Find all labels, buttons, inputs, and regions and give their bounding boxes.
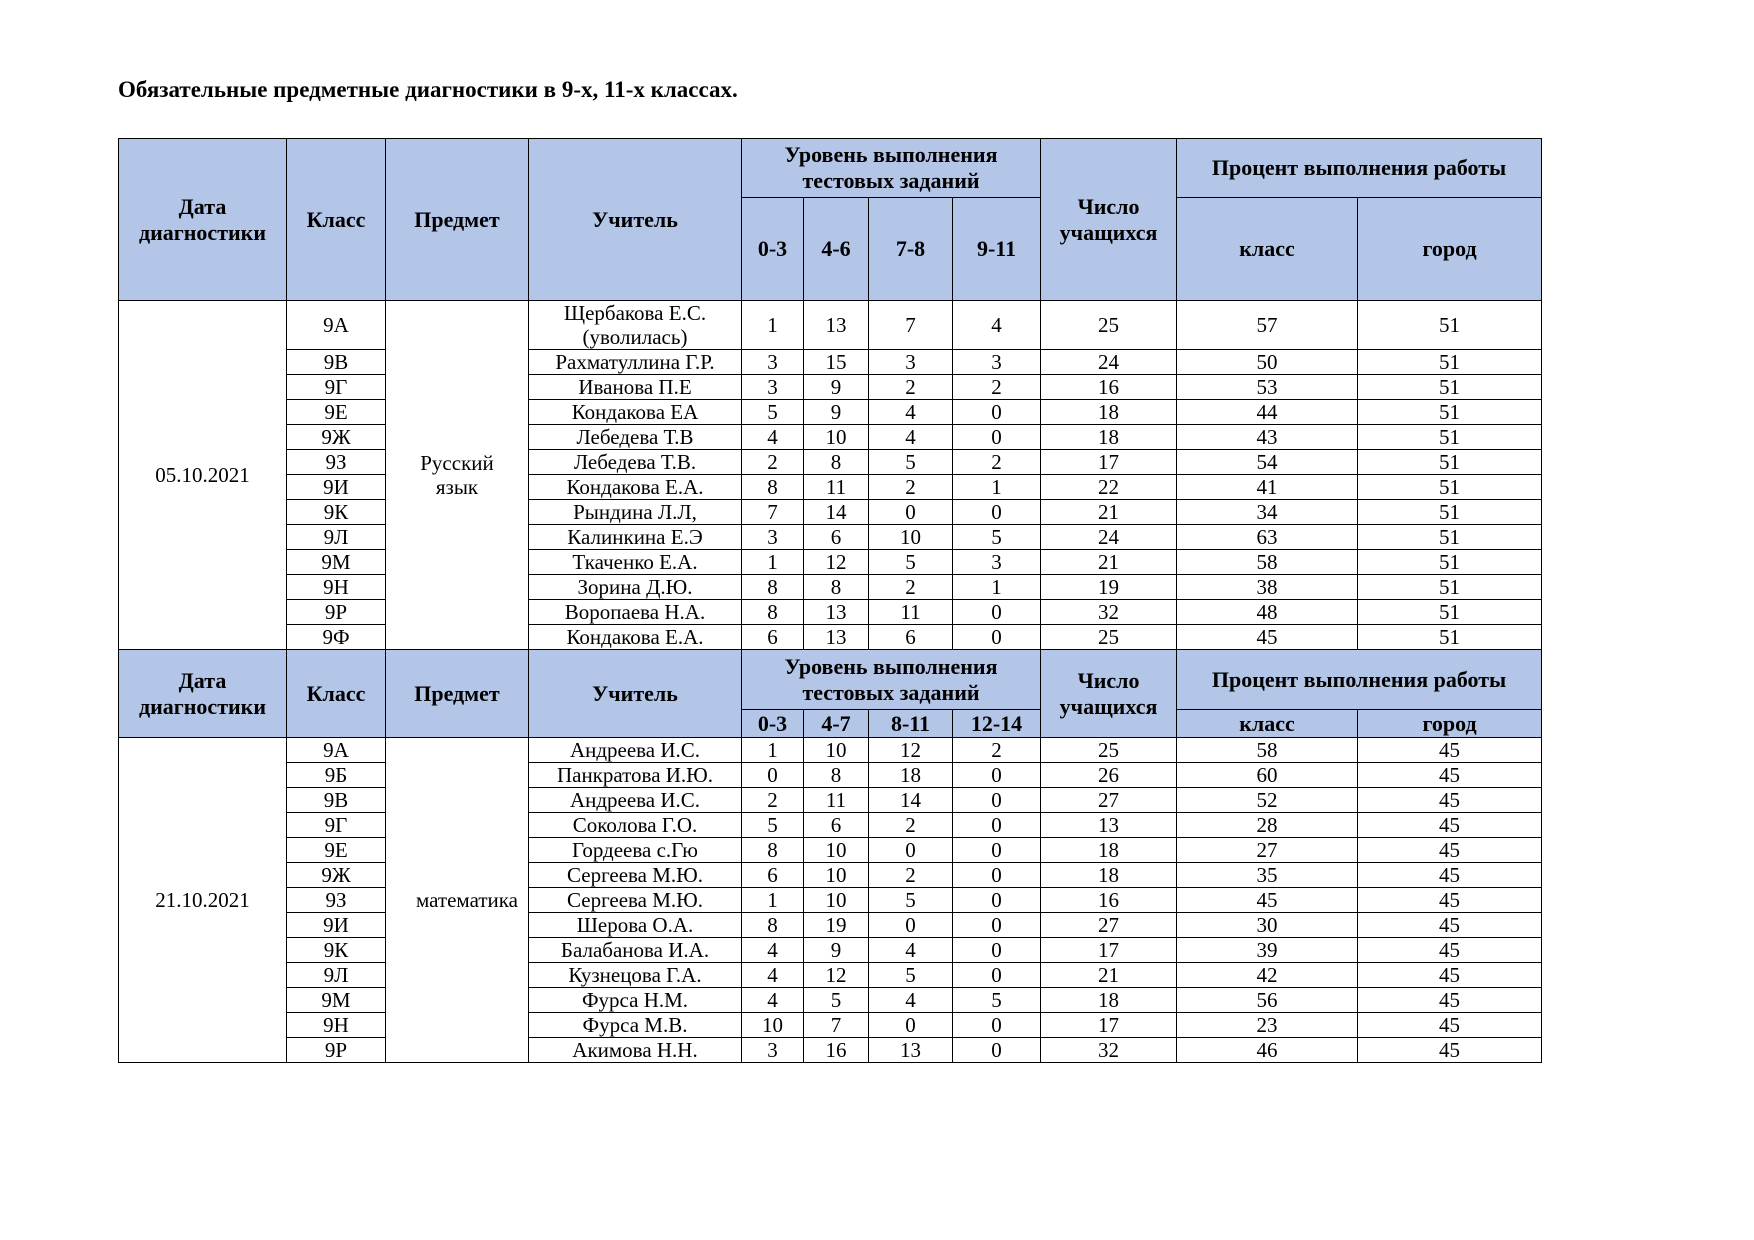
level-count-cell: 6 [742,625,804,650]
students-count-cell: 25 [1041,625,1177,650]
level-count-cell: 0 [869,1013,953,1038]
class-cell: 9К [287,500,386,525]
class-percent-cell: 38 [1177,575,1358,600]
students-count-cell: 16 [1041,375,1177,400]
level-count-cell: 12 [804,963,869,988]
header-percent: Процент выполнения работы [1177,650,1542,710]
table-row [119,888,1542,913]
class-cell: 9Б [287,763,386,788]
header-level: Уровень выполнения тестовых заданий [742,139,1041,198]
students-count-cell: 27 [1041,788,1177,813]
subject-cell: математика [386,738,529,1063]
class-cell: 9З [287,450,386,475]
level-count-cell: 12 [869,738,953,763]
level-count-cell: 2 [869,475,953,500]
header-percent: Процент выполнения работы [1177,139,1542,198]
teacher-cell: Калинкина Е.Э [529,525,742,550]
level-range-header: 12-14 [953,710,1041,738]
level-count-cell: 3 [869,350,953,375]
level-count-cell: 0 [953,788,1041,813]
table-row [119,763,1542,788]
table-row [119,963,1542,988]
level-count-cell: 10 [804,888,869,913]
level-count-cell: 3 [742,350,804,375]
class-cell: 9Р [287,1038,386,1063]
table-row [119,301,1542,350]
level-count-cell: 3 [742,1038,804,1063]
level-count-cell: 4 [869,400,953,425]
header-level: Уровень выполнения тестовых заданий [742,650,1041,710]
header-percent-city: город [1358,710,1542,738]
table-row [119,838,1542,863]
teacher-cell: Лебедева Т.В [529,425,742,450]
header-students: Число учащихся [1041,650,1177,738]
level-count-cell: 16 [804,1038,869,1063]
level-count-cell: 0 [869,913,953,938]
level-count-cell: 2 [742,788,804,813]
city-percent-cell: 51 [1358,350,1542,375]
level-count-cell: 0 [953,838,1041,863]
level-count-cell: 8 [742,838,804,863]
level-count-cell: 8 [742,600,804,625]
level-count-cell: 8 [742,475,804,500]
header-teacher: Учитель [529,650,742,738]
level-count-cell: 4 [869,988,953,1013]
city-percent-cell: 45 [1358,1038,1542,1063]
students-count-cell: 26 [1041,763,1177,788]
teacher-cell: Шерова О.А. [529,913,742,938]
class-percent-cell: 43 [1177,425,1358,450]
class-percent-cell: 50 [1177,350,1358,375]
level-count-cell: 7 [804,1013,869,1038]
class-cell: 9К [287,938,386,963]
class-percent-cell: 45 [1177,888,1358,913]
section-math-body [119,738,1542,1063]
header-class: Класс [287,139,386,301]
class-cell: 9И [287,475,386,500]
level-count-cell: 5 [742,813,804,838]
level-count-cell: 9 [804,400,869,425]
students-count-cell: 21 [1041,963,1177,988]
level-count-cell: 5 [869,963,953,988]
table-row [119,475,1542,500]
level-count-cell: 0 [869,500,953,525]
level-count-cell: 4 [742,938,804,963]
teacher-cell: Соколова Г.О. [529,813,742,838]
city-percent-cell: 45 [1358,1013,1542,1038]
teacher-cell: Андреева И.С. [529,788,742,813]
level-count-cell: 5 [804,988,869,1013]
class-cell: 9Г [287,375,386,400]
level-count-cell: 2 [869,863,953,888]
level-count-cell: 12 [804,550,869,575]
city-percent-cell: 45 [1358,738,1542,763]
level-count-cell: 0 [869,838,953,863]
level-count-cell: 0 [953,1013,1041,1038]
level-count-cell: 19 [804,913,869,938]
teacher-cell: Рындина Л.Л, [529,500,742,525]
level-count-cell: 3 [953,550,1041,575]
level-count-cell: 6 [804,813,869,838]
city-percent-cell: 45 [1358,938,1542,963]
class-cell: 9Ж [287,863,386,888]
section-russian-body [119,301,1542,650]
teacher-cell: Воропаева Н.А. [529,600,742,625]
teacher-cell: Рахматуллина Г.Р. [529,350,742,375]
diagnostic-date-cell: 05.10.2021 [119,301,287,650]
table-row [119,738,1542,763]
level-count-cell: 0 [953,863,1041,888]
level-count-cell: 3 [742,525,804,550]
level-count-cell: 0 [953,400,1041,425]
class-percent-cell: 60 [1177,763,1358,788]
level-count-cell: 2 [953,450,1041,475]
students-count-cell: 18 [1041,838,1177,863]
table-row [119,500,1542,525]
teacher-cell: Сергеева М.Ю. [529,863,742,888]
class-cell: 9Е [287,400,386,425]
class-percent-cell: 54 [1177,450,1358,475]
class-cell: 9Л [287,963,386,988]
city-percent-cell: 51 [1358,600,1542,625]
table-row [119,1038,1542,1063]
students-count-cell: 17 [1041,1013,1177,1038]
level-count-cell: 5 [869,888,953,913]
city-percent-cell: 51 [1358,525,1542,550]
city-percent-cell: 51 [1358,301,1542,350]
level-count-cell: 10 [804,738,869,763]
level-count-cell: 0 [953,500,1041,525]
level-count-cell: 5 [869,550,953,575]
level-count-cell: 10 [804,425,869,450]
teacher-cell: Панкратова И.Ю. [529,763,742,788]
teacher-cell: Кондакова Е.А. [529,625,742,650]
level-count-cell: 0 [742,763,804,788]
class-percent-cell: 23 [1177,1013,1358,1038]
level-range-header: 0-3 [742,198,804,301]
level-count-cell: 0 [953,1038,1041,1063]
table-row [119,788,1542,813]
level-range-header: 7-8 [869,198,953,301]
class-cell: 9М [287,550,386,575]
level-count-cell: 2 [953,375,1041,400]
table-row [119,525,1542,550]
level-count-cell: 1 [953,575,1041,600]
header-subject: Предмет [386,139,529,301]
level-count-cell: 13 [869,1038,953,1063]
table-row [119,400,1542,425]
city-percent-cell: 51 [1358,425,1542,450]
header-percent-class: класс [1177,198,1358,301]
class-percent-cell: 46 [1177,1038,1358,1063]
level-count-cell: 9 [804,375,869,400]
class-cell: 9Р [287,600,386,625]
table-row [119,375,1542,400]
city-percent-cell: 51 [1358,450,1542,475]
teacher-cell: Гордеева с.Гю [529,838,742,863]
teacher-cell: Зорина Д.Ю. [529,575,742,600]
level-count-cell: 3 [953,350,1041,375]
city-percent-cell: 51 [1358,575,1542,600]
level-count-cell: 2 [869,375,953,400]
students-count-cell: 22 [1041,475,1177,500]
table-row [119,863,1542,888]
document-title: Обязательные предметные диагностики в 9-х, 11-х классах. [118,77,738,102]
city-percent-cell: 51 [1358,550,1542,575]
class-percent-cell: 48 [1177,600,1358,625]
class-percent-cell: 42 [1177,963,1358,988]
city-percent-cell: 45 [1358,788,1542,813]
class-percent-cell: 57 [1177,301,1358,350]
level-count-cell: 11 [804,788,869,813]
class-cell: 9А [287,301,386,350]
students-count-cell: 17 [1041,450,1177,475]
students-count-cell: 24 [1041,350,1177,375]
students-count-cell: 13 [1041,813,1177,838]
diagnostic-date-cell: 21.10.2021 [119,738,287,1063]
class-cell: 9Е [287,838,386,863]
level-count-cell: 10 [804,863,869,888]
students-count-cell: 18 [1041,863,1177,888]
level-range-header: 8-11 [869,710,953,738]
class-cell: 9В [287,788,386,813]
students-count-cell: 19 [1041,575,1177,600]
class-percent-cell: 63 [1177,525,1358,550]
level-count-cell: 5 [953,525,1041,550]
level-count-cell: 8 [804,575,869,600]
header-class: Класс [287,650,386,738]
students-count-cell: 18 [1041,400,1177,425]
table-row [119,425,1542,450]
header-students: Число учащихся [1041,139,1177,301]
teacher-cell: Фурса М.В. [529,1013,742,1038]
level-count-cell: 13 [804,625,869,650]
level-count-cell: 3 [742,375,804,400]
header-date: Дата диагностики [119,139,287,301]
level-count-cell: 13 [804,600,869,625]
level-count-cell: 4 [742,988,804,1013]
city-percent-cell: 51 [1358,375,1542,400]
level-count-cell: 4 [953,301,1041,350]
class-percent-cell: 58 [1177,550,1358,575]
level-count-cell: 0 [953,625,1041,650]
level-count-cell: 2 [869,813,953,838]
level-count-cell: 8 [804,763,869,788]
class-cell: 9Н [287,575,386,600]
level-count-cell: 11 [869,600,953,625]
table-row [119,350,1542,375]
city-percent-cell: 45 [1358,813,1542,838]
students-count-cell: 24 [1041,525,1177,550]
city-percent-cell: 45 [1358,863,1542,888]
class-percent-cell: 45 [1177,625,1358,650]
city-percent-cell: 45 [1358,988,1542,1013]
level-count-cell: 5 [869,450,953,475]
level-count-cell: 4 [742,963,804,988]
students-count-cell: 25 [1041,301,1177,350]
table-row [119,988,1542,1013]
level-count-cell: 5 [742,400,804,425]
level-count-cell: 4 [742,425,804,450]
students-count-cell: 18 [1041,425,1177,450]
header-date: Дата диагностики [119,650,287,738]
level-count-cell: 2 [953,738,1041,763]
teacher-cell: Ткаченко Е.А. [529,550,742,575]
level-count-cell: 4 [869,425,953,450]
city-percent-cell: 51 [1358,400,1542,425]
subject-cell: Русский язык [386,301,529,650]
header-percent-class: класс [1177,710,1358,738]
class-percent-cell: 28 [1177,813,1358,838]
class-percent-cell: 41 [1177,475,1358,500]
level-count-cell: 0 [953,425,1041,450]
city-percent-cell: 45 [1358,888,1542,913]
level-count-cell: 0 [953,763,1041,788]
header-percent-city: город [1358,198,1542,301]
class-cell: 9М [287,988,386,1013]
students-count-cell: 21 [1041,550,1177,575]
level-range-header: 0-3 [742,710,804,738]
level-count-cell: 6 [804,525,869,550]
level-count-cell: 10 [804,838,869,863]
level-count-cell: 5 [953,988,1041,1013]
level-count-cell: 14 [869,788,953,813]
table-row [119,550,1542,575]
level-count-cell: 2 [742,450,804,475]
level-count-cell: 1 [742,550,804,575]
table-row [119,813,1542,838]
level-count-cell: 8 [804,450,869,475]
teacher-cell: Кондакова Е.А. [529,475,742,500]
class-percent-cell: 39 [1177,938,1358,963]
class-cell: 9А [287,738,386,763]
students-count-cell: 27 [1041,913,1177,938]
class-percent-cell: 35 [1177,863,1358,888]
students-count-cell: 21 [1041,500,1177,525]
table-row [119,625,1542,650]
level-count-cell: 0 [953,888,1041,913]
class-percent-cell: 27 [1177,838,1358,863]
teacher-cell: Акимова Н.Н. [529,1038,742,1063]
teacher-cell: Кондакова ЕА [529,400,742,425]
students-count-cell: 32 [1041,1038,1177,1063]
level-count-cell: 6 [869,625,953,650]
teacher-cell: Фурса Н.М. [529,988,742,1013]
students-count-cell: 25 [1041,738,1177,763]
level-range-header: 4-6 [804,198,869,301]
table-row [119,1013,1542,1038]
class-percent-cell: 58 [1177,738,1358,763]
city-percent-cell: 45 [1358,963,1542,988]
class-percent-cell: 52 [1177,788,1358,813]
level-count-cell: 15 [804,350,869,375]
level-count-cell: 0 [953,913,1041,938]
table-row [119,938,1542,963]
teacher-cell: Кузнецова Г.А. [529,963,742,988]
city-percent-cell: 45 [1358,913,1542,938]
level-count-cell: 1 [742,738,804,763]
level-count-cell: 9 [804,938,869,963]
level-count-cell: 10 [869,525,953,550]
class-percent-cell: 53 [1177,375,1358,400]
students-count-cell: 16 [1041,888,1177,913]
class-percent-cell: 30 [1177,913,1358,938]
teacher-cell: Сергеева М.Ю. [529,888,742,913]
class-cell: 9Н [287,1013,386,1038]
level-range-header: 9-11 [953,198,1041,301]
level-count-cell: 8 [742,575,804,600]
teacher-cell: Лебедева Т.В. [529,450,742,475]
city-percent-cell: 51 [1358,475,1542,500]
table-row [119,450,1542,475]
level-count-cell: 18 [869,763,953,788]
level-count-cell: 0 [953,938,1041,963]
table-row [119,600,1542,625]
level-count-cell: 13 [804,301,869,350]
diagnostics-table [118,138,1542,1063]
level-count-cell: 0 [953,813,1041,838]
students-count-cell: 18 [1041,988,1177,1013]
class-cell: 9И [287,913,386,938]
teacher-cell: Андреева И.С. [529,738,742,763]
level-count-cell: 0 [953,600,1041,625]
level-count-cell: 14 [804,500,869,525]
class-cell: 9В [287,350,386,375]
level-count-cell: 1 [742,888,804,913]
class-cell: 9Ф [287,625,386,650]
class-percent-cell: 56 [1177,988,1358,1013]
city-percent-cell: 45 [1358,838,1542,863]
table-row [119,913,1542,938]
level-count-cell: 2 [869,575,953,600]
class-percent-cell: 34 [1177,500,1358,525]
teacher-cell: Балабанова И.А. [529,938,742,963]
table-row [119,575,1542,600]
teacher-cell: Щербакова Е.С. (уволилась) [529,301,742,350]
level-count-cell: 8 [742,913,804,938]
class-cell: 9Л [287,525,386,550]
class-percent-cell: 44 [1177,400,1358,425]
city-percent-cell: 51 [1358,625,1542,650]
teacher-cell: Иванова П.Е [529,375,742,400]
level-count-cell: 1 [742,301,804,350]
level-count-cell: 1 [953,475,1041,500]
level-range-header: 4-7 [804,710,869,738]
city-percent-cell: 51 [1358,500,1542,525]
level-count-cell: 7 [869,301,953,350]
class-cell: 9Г [287,813,386,838]
city-percent-cell: 45 [1358,763,1542,788]
class-cell: 9Ж [287,425,386,450]
level-count-cell: 6 [742,863,804,888]
header-subject: Предмет [386,650,529,738]
students-count-cell: 17 [1041,938,1177,963]
students-count-cell: 32 [1041,600,1177,625]
level-count-cell: 4 [869,938,953,963]
level-count-cell: 10 [742,1013,804,1038]
level-count-cell: 11 [804,475,869,500]
level-count-cell: 0 [953,963,1041,988]
level-count-cell: 7 [742,500,804,525]
header-teacher: Учитель [529,139,742,301]
class-cell: 9З [287,888,386,913]
